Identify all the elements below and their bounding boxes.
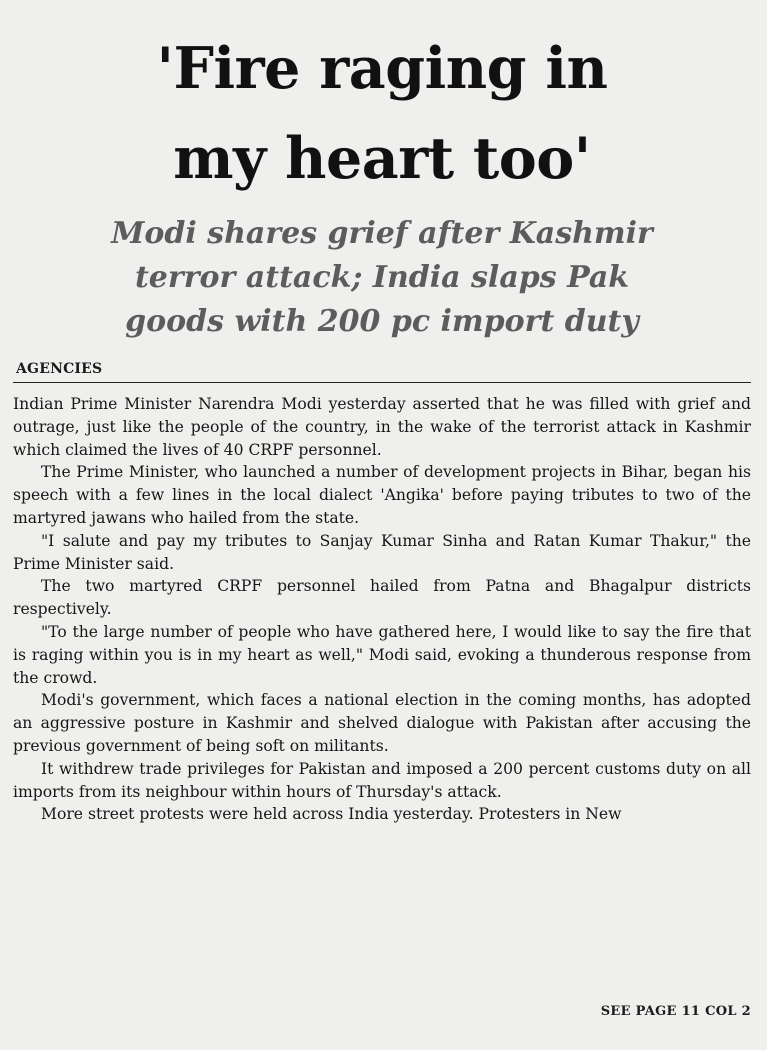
headline: [13, 0, 751, 204]
subhead-line-3: goods with 200 pc import duty: [125, 304, 639, 339]
headline-line-1: 'Fire raging in: [156, 35, 608, 102]
paragraph-8: More street protests were held across India yesterday. Protesters in New: [41, 805, 622, 824]
paragraph-2: The Prime Minister, who launched a number of development projects in Bihar, began his speech with a few lines in the local dialect 'Angika' before paying tributes to two of the martyred jawans who hailed from the state.: [13, 463, 751, 527]
subhead-line-1: Modi shares grief after Kashmir: [111, 216, 653, 251]
byline-rule: [13, 382, 751, 383]
subheadline: [13, 212, 751, 344]
paragraph-7: It withdrew trade privileges for Pakistan and imposed a 200 percent customs duty on all imports from its neighbour within hours of Thursday's attack.: [13, 759, 751, 801]
paragraph-3: "I salute and pay my tributes to Sanjay Kumar Sinha and Ratan Kumar Thakur," the Prime Minister said.: [13, 531, 751, 573]
paragraph-1: Indian Prime Minister Narendra Modi yesterday asserted that he was filled with grief and outrage, just like the people of the country, in the wake of the terrorist attack in Kashmir which claimed the lives of 40 CRPF personnel.: [13, 395, 751, 459]
paragraph-5: "To the large number of people who have gathered here, I would like to say the fire that is raging within you is in my heart as well," Modi said, evoking a thunderous response from the crowd.: [13, 622, 751, 687]
paragraph-6: Modi's government, which faces a national election in the coming months, has adopted an aggressive posture in Kashmir and shelved dialogue with Pakistan after accusing the previous government of being soft on militants.: [13, 691, 751, 755]
continued-on-page: SEE PAGE 11 COL 2: [600, 1004, 751, 1019]
headline-line-2: my heart too': [173, 125, 591, 192]
article-body: [13, 393, 751, 826]
subhead-line-2: terror attack; India slaps Pak: [134, 260, 630, 295]
byline: AGENCIES: [16, 361, 103, 377]
paragraph-4: The two martyred CRPF personnel hailed from Patna and Bhagalpur districts respectively.: [13, 577, 751, 619]
